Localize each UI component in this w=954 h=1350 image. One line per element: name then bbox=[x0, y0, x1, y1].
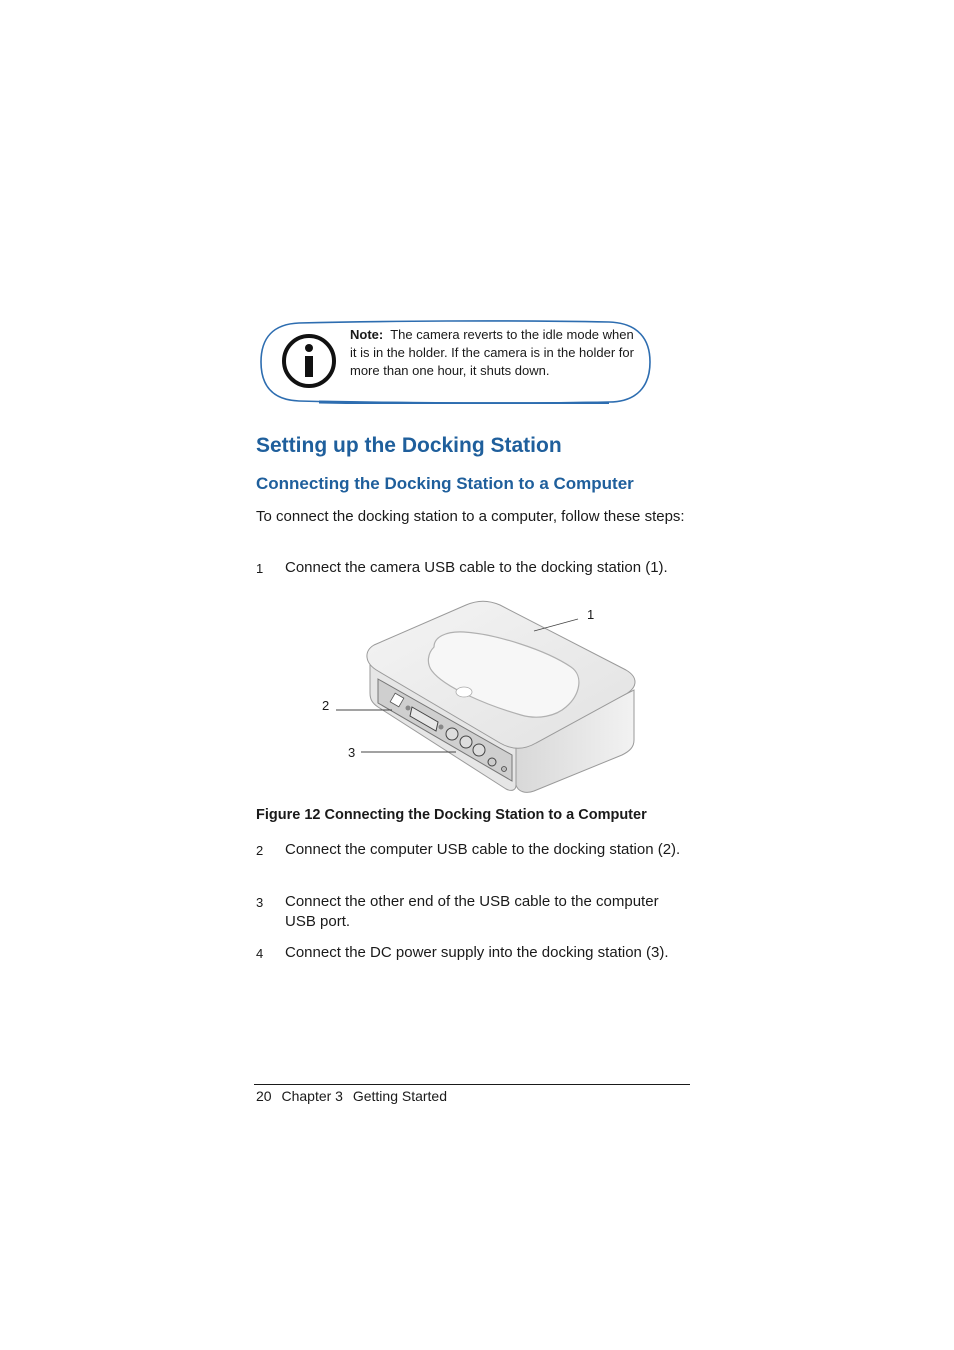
step-text: Connect the DC power supply into the docking station (3). bbox=[285, 944, 669, 961]
step-number: 4 bbox=[256, 946, 264, 961]
step-number: 3 bbox=[256, 895, 264, 910]
intro-paragraph: To connect the docking station to a computer, follow these steps: bbox=[256, 508, 685, 525]
footer-divider bbox=[254, 1084, 690, 1085]
step-text: Connect the camera USB cable to the docking station (1). bbox=[285, 559, 668, 576]
note-label: Note: bbox=[350, 327, 384, 342]
footer-title: Getting Started bbox=[352, 1088, 448, 1104]
note-text bbox=[350, 326, 640, 380]
footer-chapter: Chapter 3 bbox=[281, 1088, 343, 1104]
docking-station-illustration bbox=[316, 595, 646, 800]
note-body: The camera reverts to the idle mode when it is in the holder. If the camera is in the holder for more than one hour, it shuts down. bbox=[350, 327, 634, 378]
step-text: Connect the computer USB cable to the docking station (2). bbox=[285, 841, 681, 858]
step-number: 1 bbox=[256, 561, 264, 576]
callout-1: 1 bbox=[587, 607, 595, 622]
figure-caption: Figure 12 Connecting the Docking Station to a Computer bbox=[256, 807, 647, 823]
page-footer bbox=[256, 1088, 453, 1104]
subsection-heading: Connecting the Docking Station to a Computer bbox=[256, 474, 634, 493]
callout-2: 2 bbox=[322, 698, 330, 713]
step-text: Connect the other end of the USB cable to the computer USB port. bbox=[285, 893, 659, 930]
page-number: 20 bbox=[256, 1088, 272, 1104]
callout-3: 3 bbox=[348, 745, 356, 760]
info-icon bbox=[281, 333, 337, 389]
step-number: 2 bbox=[256, 843, 264, 858]
section-heading: Setting up the Docking Station bbox=[256, 434, 562, 457]
